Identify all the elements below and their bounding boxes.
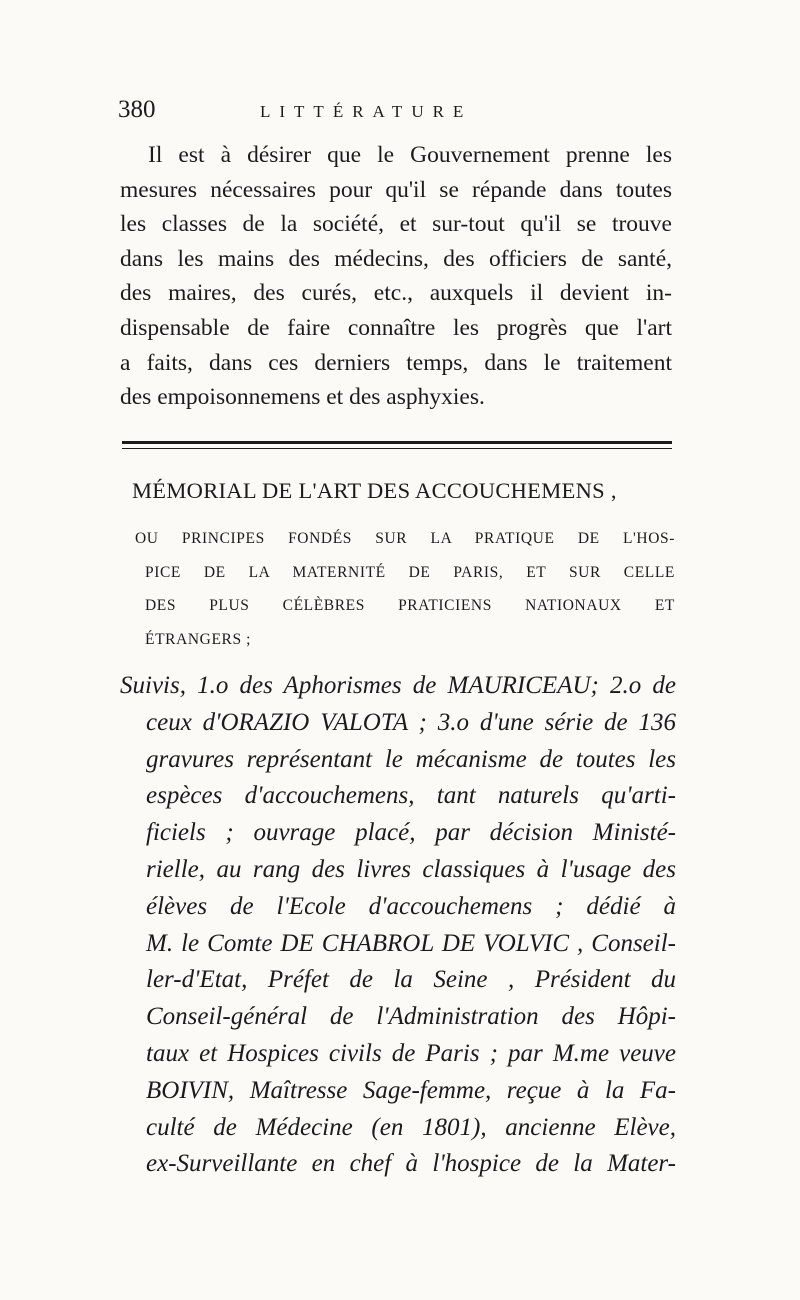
subtitle-line: PICE DE LA MATERNITÉ DE PARIS, ET SUR CELLE xyxy=(145,563,675,581)
description-line: Suivis, 1.o des Aphorismes de MAURICEAU; 2.o de xyxy=(120,672,676,699)
description-line: taux et Hospices civils de Paris ; par M.me veuve xyxy=(146,1039,676,1067)
section-rule-thin xyxy=(122,448,672,449)
description-line: rielle, au rang des livres classiques à l'usage des xyxy=(146,855,676,883)
intro-paragraph xyxy=(120,138,672,415)
description-line: Conseil-général de l'Administration des Hôpi- xyxy=(146,1003,676,1031)
paragraph-line: a faits, dans ces derniers temps, dans le traitement xyxy=(120,349,672,376)
paragraph-line: dans les mains des médecins, des officiers de santé, xyxy=(120,245,672,272)
subtitle-line: ÉTRANGERS ; xyxy=(145,630,252,648)
description-line: ficiels ; ouvrage placé, par décision Ministé- xyxy=(146,819,676,847)
book-description xyxy=(120,668,676,1183)
paragraph-line: des empoisonnemens et des asphyxies. xyxy=(120,384,485,411)
paragraph-line: des maires, des curés, etc., auxquels il devient in- xyxy=(120,280,672,307)
subtitle-line: OU PRINCIPES FONDÉS SUR LA PRATIQUE DE L'HOS- xyxy=(135,530,675,547)
book-subtitle xyxy=(135,522,675,656)
book-title: MÉMORIAL DE L'ART DES ACCOUCHEMENS , xyxy=(132,478,617,503)
description-line: BOIVIN, Maîtresse Sage-femme, reçue à la Fa- xyxy=(146,1076,676,1104)
description-line: ceux d'ORAZIO VALOTA ; 3.o d'une série de 136 xyxy=(146,708,676,736)
description-line: M. le Comte DE CHABROL DE VOLVIC , Conseil- xyxy=(146,929,676,957)
description-line: culté de Médecine (en 1801), ancienne Elève, xyxy=(146,1113,676,1141)
section-rule-thick xyxy=(122,441,672,444)
running-title: LITTÉRATURE xyxy=(260,102,473,121)
description-line: espèces d'accouchemens, tant naturels qu'arti- xyxy=(146,782,676,810)
running-head xyxy=(118,96,678,132)
description-line: ex-Surveillante en chef à l'hospice de la Mater- xyxy=(146,1150,676,1178)
subtitle-line: DES PLUS CÉLÈBRES PRATICIENS NATIONAUX ET xyxy=(145,597,675,614)
paragraph-line: les classes de la société, et sur-tout qu'il se trouve xyxy=(120,211,672,238)
paragraph-line: mesures nécessaires pour qu'il se répande dans toutes xyxy=(120,176,672,203)
description-line: élèves de l'Ecole d'accouchemens ; dédié à xyxy=(146,892,676,920)
description-line: ler-d'Etat, Préfet de la Seine , Président du xyxy=(146,966,676,994)
paragraph-line: Il est à désirer que le Gouvernement prenne les xyxy=(148,142,672,168)
page-number: 380 xyxy=(118,96,156,123)
paragraph-line: dispensable de faire connaître les progrès que l'art xyxy=(120,314,672,341)
description-line: gravures représentant le mécanisme de toutes les xyxy=(146,745,676,773)
